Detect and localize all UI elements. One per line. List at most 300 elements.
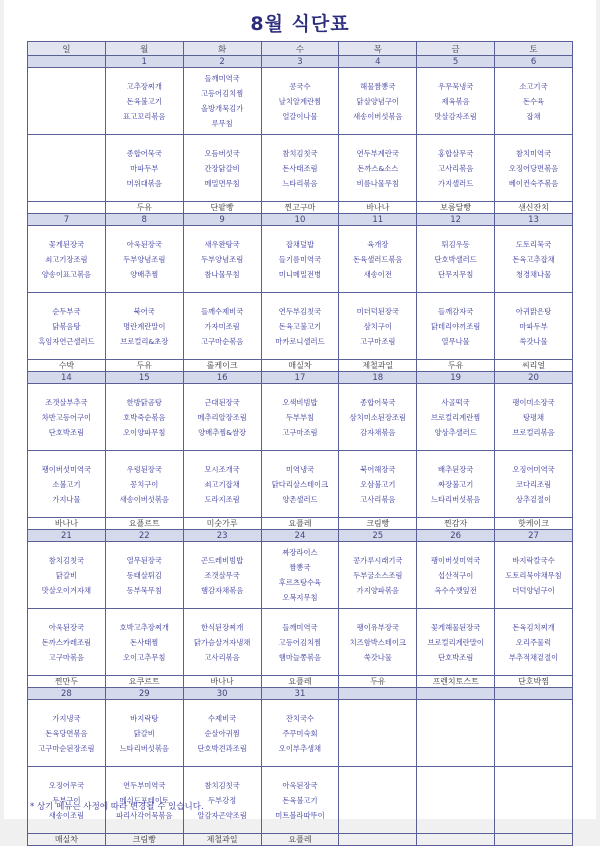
menu-item: 오복지무침 (282, 593, 318, 602)
date-cell: 18 (339, 372, 417, 384)
menu-item: 새송이버섯볶음 (119, 494, 169, 504)
menu-item: 종합어묵국 (126, 148, 162, 158)
menu-item: 새송이전 (363, 269, 392, 279)
lunch-menu-cell (495, 384, 573, 451)
menu-item: 들기름미역국 (278, 254, 322, 264)
date-cell (495, 688, 573, 700)
menu-item: 고구마순된장조림 (38, 743, 95, 753)
menu-item: 참나물무침 (204, 269, 240, 279)
menu-item: 아귀맑은탕 (515, 306, 552, 316)
snack-cell: 크림빵 (105, 834, 183, 846)
menu-item: 짬뽕국 (289, 563, 311, 572)
menu-item: 주꾸미숙회 (282, 728, 318, 738)
lunch-menu-cell (105, 384, 183, 451)
dinner-menu-cell (105, 451, 183, 518)
menu-item: 쑥갓나물 (519, 336, 548, 346)
menu-item: 참치김칫국 (204, 780, 240, 790)
date-cell: 16 (183, 372, 261, 384)
lunch-menu-cell (495, 68, 573, 135)
dinner-menu-cell (339, 135, 417, 202)
menu-item: 들깨감자국 (438, 306, 474, 316)
dinner-menu-cell (183, 609, 261, 676)
menu-item: 곤드레비빔밥 (200, 555, 244, 565)
snack-cell: 바나나 (28, 518, 106, 530)
snack-row (28, 834, 573, 846)
date-cell: 11 (339, 214, 417, 226)
menu-item: 오이고추무침 (123, 652, 166, 662)
menu-item: 가지샐러드 (438, 178, 474, 188)
dinner-menu-cell (261, 609, 339, 676)
date-row (28, 530, 573, 542)
menu-item: 브로컬리볶음 (512, 427, 555, 437)
menu-item: 호박고추장찌개 (119, 622, 169, 632)
lunch-menu-cell (495, 542, 573, 609)
menu-item: 간장닭갈비 (204, 163, 240, 173)
weekday-header: 일 (28, 42, 106, 56)
dinner-menu-cell (417, 293, 495, 360)
lunch-menu-cell (495, 226, 573, 293)
menu-item: 차반고등어구이 (41, 412, 92, 422)
menu-item: 짜장라이스 (282, 548, 318, 557)
date-cell: 24 (261, 530, 339, 542)
weekday-header-row (28, 42, 573, 56)
menu-item: 새송이버섯볶음 (353, 111, 403, 121)
snack-cell: 단팥빵 (183, 202, 261, 214)
lunch-menu-cell (417, 542, 495, 609)
dinner-menu-cell (339, 293, 417, 360)
menu-item: 마파두부 (130, 163, 159, 173)
menu-item: 오징어미역국 (512, 464, 555, 474)
snack-cell (417, 834, 495, 846)
lunch-menu-cell (183, 226, 261, 293)
menu-item: 단무지무침 (438, 269, 474, 279)
dinner-menu-cell (417, 451, 495, 518)
date-cell: 5 (417, 56, 495, 68)
menu-item: 날치알계란찜 (278, 96, 322, 106)
menu-item: 느타리버섯볶음 (430, 494, 481, 504)
snack-cell: 요쿠르트 (105, 676, 183, 688)
menu-item: 배추된장국 (438, 464, 474, 474)
menu-item: 모시조개국 (204, 464, 240, 474)
menu-item: 열무된장국 (126, 555, 162, 565)
dinner-menu-cell (261, 293, 339, 360)
date-cell: 27 (495, 530, 573, 542)
menu-item: 상추겉절이 (515, 494, 552, 504)
monthly-menu-calendar (27, 41, 573, 846)
dinner-menu-cell (261, 767, 339, 834)
menu-sheet (4, 0, 596, 844)
menu-item: 명란계란말이 (123, 321, 166, 331)
dinner-menu-cell (183, 135, 261, 202)
menu-item: 닭다리살스테이크 (271, 479, 329, 489)
menu-item: 양상추샐러드 (434, 427, 477, 437)
menu-item: 미니메밀전병 (278, 269, 322, 279)
lunch-menu-cell (261, 384, 339, 451)
menu-item: 한식된장찌개 (200, 622, 244, 632)
menu-item: 느타리버섯볶음 (119, 743, 169, 753)
menu-item: 참치김칫국 (282, 148, 318, 158)
snack-cell: 샌신잔치 (495, 202, 573, 214)
snack-cell: 요플레 (261, 834, 339, 846)
menu-item: 들깨미역국 (204, 74, 240, 83)
menu-item: 도토리묵야채무침 (505, 570, 562, 580)
dinner-menu-cell (495, 609, 573, 676)
menu-item: 브로컬리계란찜 (430, 412, 481, 422)
dinner-menu-cell (28, 135, 106, 202)
snack-cell: 프렌치토스트 (417, 676, 495, 688)
menu-item: 미트볼라따뚜이 (275, 810, 325, 820)
dinner-menu-cell (261, 135, 339, 202)
menu-item: 콩가루시래기국 (353, 555, 403, 565)
menu-item: 순두부국 (52, 306, 81, 316)
menu-item: 가자미조림 (204, 321, 240, 331)
menu-item: 부추적채겉절이 (508, 652, 559, 662)
lunch-menu-cell (28, 226, 106, 293)
lunch-menu-cell (339, 700, 417, 767)
date-cell: 7 (28, 214, 106, 226)
snack-row (28, 676, 573, 688)
menu-item: 우렁된장국 (126, 464, 162, 474)
menu-item: 두부강정 (208, 795, 237, 805)
menu-item: 섭산적구이 (438, 570, 474, 580)
menu-item: 돈육고추잡채 (512, 254, 555, 264)
menu-item: 참치미역국 (515, 148, 552, 158)
menu-item: 돈육당면볶음 (45, 728, 88, 738)
menu-item: 돈육불고기 (126, 96, 162, 106)
lunch-menu-cell (28, 68, 106, 135)
menu-item: 고등어김치찜 (278, 637, 322, 647)
menu-item: 돈사태조림 (282, 163, 318, 173)
snack-cell: 롤케이크 (183, 360, 261, 372)
menu-item: 조갯살부추국 (45, 397, 88, 407)
menu-item: 단호박조림 (48, 427, 85, 437)
menu-item: 돈육김치찌개 (512, 622, 555, 632)
menu-item: 알감자곤약조림 (197, 810, 247, 820)
menu-item: 닭가슴살겨자냉채 (193, 637, 251, 647)
menu-item: 홍합살무국 (438, 148, 474, 158)
snack-cell: 단호박찜 (495, 676, 573, 688)
snack-row (28, 360, 573, 372)
lunch-menu-cell (339, 226, 417, 293)
menu-item: 동태살튀김 (126, 570, 162, 580)
dinner-menu-cell (417, 767, 495, 834)
menu-item: 연두부계란국 (356, 148, 399, 158)
menu-item: 감자채볶음 (360, 427, 396, 437)
snack-cell: 요플레 (261, 518, 339, 530)
menu-item: 팽이유부장국 (356, 622, 399, 632)
menu-item: 미역냉국 (285, 464, 315, 474)
snack-cell: 바나나 (183, 676, 261, 688)
snack-cell: 요플르트 (105, 518, 183, 530)
dinner-menu-cell (417, 135, 495, 202)
dinner-menu-cell (339, 451, 417, 518)
menu-item: 열무나물 (441, 336, 470, 346)
lunch-menu-cell (183, 68, 261, 135)
menu-item: 새우완탕국 (204, 239, 240, 249)
snack-cell: 두유 (417, 360, 495, 372)
menu-item: 흑임자연근샐러드 (38, 336, 95, 346)
menu-item: 베이컨숙주볶음 (508, 178, 559, 188)
lunch-menu-cell (105, 542, 183, 609)
weekday-header: 토 (495, 42, 573, 56)
menu-item: 두부양념조림 (123, 254, 166, 264)
lunch-menu-cell (261, 68, 339, 135)
dinner-menu-cell (495, 293, 573, 360)
menu-item: 얼갈이나물 (282, 111, 318, 121)
menu-item: 단호박샐러드 (434, 254, 477, 264)
menu-item: 들깨미역국 (282, 622, 318, 632)
date-cell: 3 (261, 56, 339, 68)
menu-item: 고구마조림 (282, 427, 318, 437)
dinner-row (28, 293, 573, 360)
menu-item: 삼치구이 (363, 321, 392, 331)
menu-item: 브로컬리계란말이 (427, 637, 484, 647)
date-cell: 4 (339, 56, 417, 68)
menu-item: 고구마순볶음 (200, 336, 244, 346)
snack-cell: 미숫가루 (183, 518, 261, 530)
menu-item: 단호박조림 (438, 652, 474, 662)
menu-item: 두부양념조림 (200, 254, 244, 264)
menu-item: 한방닭곰탕 (126, 397, 162, 407)
lunch-menu-cell (417, 700, 495, 767)
lunch-menu-cell (261, 542, 339, 609)
lunch-row (28, 384, 573, 451)
menu-item: 해물짬뽕국 (360, 81, 396, 91)
date-cell: 12 (417, 214, 495, 226)
snack-cell: 핫케이크 (495, 518, 573, 530)
menu-item: 표고꼬리볶음 (123, 111, 166, 121)
date-cell: 8 (105, 214, 183, 226)
snack-cell: 바나나 (339, 202, 417, 214)
menu-item: 쑥갓나물 (363, 652, 392, 662)
menu-item: 육개장 (367, 239, 389, 249)
menu-item: 꽃게된장국 (48, 239, 85, 249)
menu-item: 새송이조림 (48, 810, 85, 820)
dinner-row (28, 451, 573, 518)
menu-item: 햄마늘쫑볶음 (278, 652, 322, 662)
menu-item: 돈사태찜 (130, 637, 159, 647)
menu-item: 잡채 (526, 111, 541, 121)
snack-cell: 수박 (28, 360, 106, 372)
date-cell: 25 (339, 530, 417, 542)
menu-item: 고사리볶음 (438, 163, 474, 173)
menu-item: 후르츠탕수육 (278, 578, 322, 587)
menu-item: 아욱된장국 (282, 780, 318, 790)
weekday-header: 목 (339, 42, 417, 56)
menu-item: 단호박견과조림 (197, 743, 247, 753)
date-row (28, 56, 573, 68)
menu-item: 브로컬리&초장 (120, 336, 169, 346)
footnote: * 상기 메뉴는 사정에 따라 변경될 수 있습니다. (30, 802, 204, 812)
lunch-menu-cell (105, 700, 183, 767)
menu-item: 팽이버섯미역국 (430, 555, 481, 565)
lunch-menu-cell (105, 68, 183, 135)
lunch-menu-cell (261, 226, 339, 293)
menu-item: 쇠고기장조림 (45, 254, 88, 264)
dinner-menu-cell (105, 293, 183, 360)
menu-item: 맛살감자조림 (434, 111, 477, 121)
menu-item: 수제비국 (208, 713, 237, 723)
date-cell: 19 (417, 372, 495, 384)
dinner-menu-cell (495, 135, 573, 202)
menu-item: 파리사각어묵볶음 (116, 810, 173, 820)
menu-item: 돈까스카레조림 (41, 637, 92, 647)
menu-item: 오이부추생채 (278, 743, 322, 753)
menu-item: 더덕양념구이 (512, 585, 555, 595)
menu-item: 꽁치구이 (130, 479, 159, 489)
menu-item: 동부묵무침 (126, 585, 162, 595)
dinner-menu-cell (261, 451, 339, 518)
menu-item: 머위대볶음 (126, 178, 162, 188)
date-cell: 23 (183, 530, 261, 542)
menu-item: 돈육샐러드볶음 (353, 254, 403, 264)
menu-item: 햄감자채볶음 (200, 585, 244, 595)
menu-item: 짜장불고기 (438, 479, 474, 489)
lunch-menu-cell (339, 68, 417, 135)
dinner-menu-cell (339, 767, 417, 834)
menu-item: 도토리묵국 (515, 239, 552, 249)
lunch-menu-cell (339, 542, 417, 609)
menu-item: 돈까스&소스 (357, 163, 399, 173)
menu-item: 종합어묵국 (360, 397, 396, 407)
lunch-menu-cell (417, 68, 495, 135)
menu-item: 두부굴소스조림 (353, 570, 403, 580)
snack-cell: 매실차 (261, 360, 339, 372)
menu-item: 고사리볶음 (204, 652, 240, 662)
snack-cell (28, 202, 106, 214)
menu-item: 미더덕된장국 (356, 306, 399, 316)
menu-item: 사골떡국 (441, 397, 470, 407)
lunch-row (28, 226, 573, 293)
dinner-menu-cell (28, 451, 106, 518)
menu-item: 근대된장국 (204, 397, 240, 407)
menu-item: 옥수수깻잎전 (434, 585, 477, 595)
menu-item: 루무침 (211, 119, 233, 128)
lunch-menu-cell (261, 700, 339, 767)
weekday-header: 금 (417, 42, 495, 56)
date-cell (339, 688, 417, 700)
menu-item: 바지락칼국수 (512, 555, 555, 565)
menu-item: 비름나물무침 (356, 178, 399, 188)
weekday-header: 수 (261, 42, 339, 56)
menu-item: 북어국 (133, 306, 155, 316)
snack-cell (339, 834, 417, 846)
snack-cell: 요플레 (261, 676, 339, 688)
weekday-header: 화 (183, 42, 261, 56)
menu-item: 닭살양념구이 (356, 96, 399, 106)
date-cell: 26 (417, 530, 495, 542)
menu-item: 도라지조림 (204, 494, 240, 504)
dinner-menu-cell (105, 609, 183, 676)
menu-item: 순살아귀찜 (204, 728, 240, 738)
menu-item: 꽃게해물된장국 (430, 622, 481, 632)
date-cell: 28 (28, 688, 106, 700)
page-title: 8월 식단표 (250, 13, 350, 35)
menu-item: 튀김우동 (441, 239, 470, 249)
menu-item: 양배추찜 (130, 269, 159, 279)
menu-item: 들깨수제비국 (200, 306, 244, 316)
dinner-menu-cell (339, 609, 417, 676)
menu-item: 팽이버섯미역국 (41, 464, 92, 474)
date-cell: 9 (183, 214, 261, 226)
dinner-menu-cell (495, 451, 573, 518)
menu-item: 닭갈비 (133, 728, 155, 738)
menu-item: 양송이표고볶음 (41, 269, 92, 279)
lunch-menu-cell (28, 700, 106, 767)
date-cell: 21 (28, 530, 106, 542)
menu-item: 가지냉국 (52, 713, 81, 723)
lunch-menu-cell (417, 226, 495, 293)
snack-row (28, 202, 573, 214)
lunch-row (28, 700, 573, 767)
menu-item: 양배추찜&쌈장 (198, 427, 247, 437)
menu-item: 아욱된장국 (48, 622, 85, 632)
menu-item: 호박죽순볶음 (123, 412, 166, 422)
menu-item: 탕평채 (522, 412, 545, 422)
lunch-menu-cell (417, 384, 495, 451)
snack-cell: 두유 (105, 360, 183, 372)
menu-item: 우무묵냉국 (438, 81, 474, 91)
date-cell (28, 56, 106, 68)
lunch-menu-cell (339, 384, 417, 451)
menu-item: 마파두부 (519, 321, 548, 331)
menu-item: 팽이미소장국 (512, 397, 555, 407)
snack-cell (495, 834, 573, 846)
snack-cell: 두유 (105, 202, 183, 214)
weekday-header: 월 (105, 42, 183, 56)
dinner-menu-cell (417, 609, 495, 676)
lunch-menu-cell (183, 542, 261, 609)
menu-item: 오리주물럭 (515, 637, 552, 647)
snack-cell: 씨리얼 (495, 360, 573, 372)
menu-item: 돈육불고기 (282, 795, 318, 805)
menu-item: 제육볶음 (441, 96, 470, 106)
date-row (28, 214, 573, 226)
date-row (28, 372, 573, 384)
dinner-menu-cell (105, 135, 183, 202)
snack-cell: 매실차 (28, 834, 106, 846)
snack-cell: 보름달빵 (417, 202, 495, 214)
dinner-row (28, 609, 573, 676)
menu-item: 잔치국수 (285, 713, 315, 723)
menu-item: 삼치미소된장조림 (349, 412, 406, 422)
lunch-menu-cell (28, 384, 106, 451)
menu-item: 참치김칫국 (48, 555, 85, 565)
menu-item: 돈육고불고기 (278, 321, 322, 331)
date-cell: 20 (495, 372, 573, 384)
menu-item: 맛살오이겨자채 (41, 585, 92, 595)
date-row (28, 688, 573, 700)
date-cell: 31 (261, 688, 339, 700)
dinner-row (28, 135, 573, 202)
snack-cell: 제철과일 (339, 360, 417, 372)
menu-item: 가지양파볶음 (356, 585, 399, 595)
date-cell: 30 (183, 688, 261, 700)
lunch-menu-cell (495, 700, 573, 767)
menu-item: 고등어김치찜 (200, 89, 244, 98)
menu-item: 닭데리야끼조림 (430, 321, 481, 331)
date-cell: 13 (495, 214, 573, 226)
menu-item: 조갯살무국 (204, 570, 240, 580)
menu-item: 오색비빔밥 (282, 397, 318, 407)
lunch-menu-cell (105, 226, 183, 293)
menu-item: 오징어당면볶음 (508, 163, 559, 173)
menu-item: 오듬버섯국 (204, 148, 240, 158)
snack-cell: 두유 (339, 676, 417, 688)
snack-cell: 제철과일 (183, 834, 261, 846)
menu-item: 아욱된장국 (126, 239, 162, 249)
menu-item: 두부부침 (285, 412, 315, 422)
